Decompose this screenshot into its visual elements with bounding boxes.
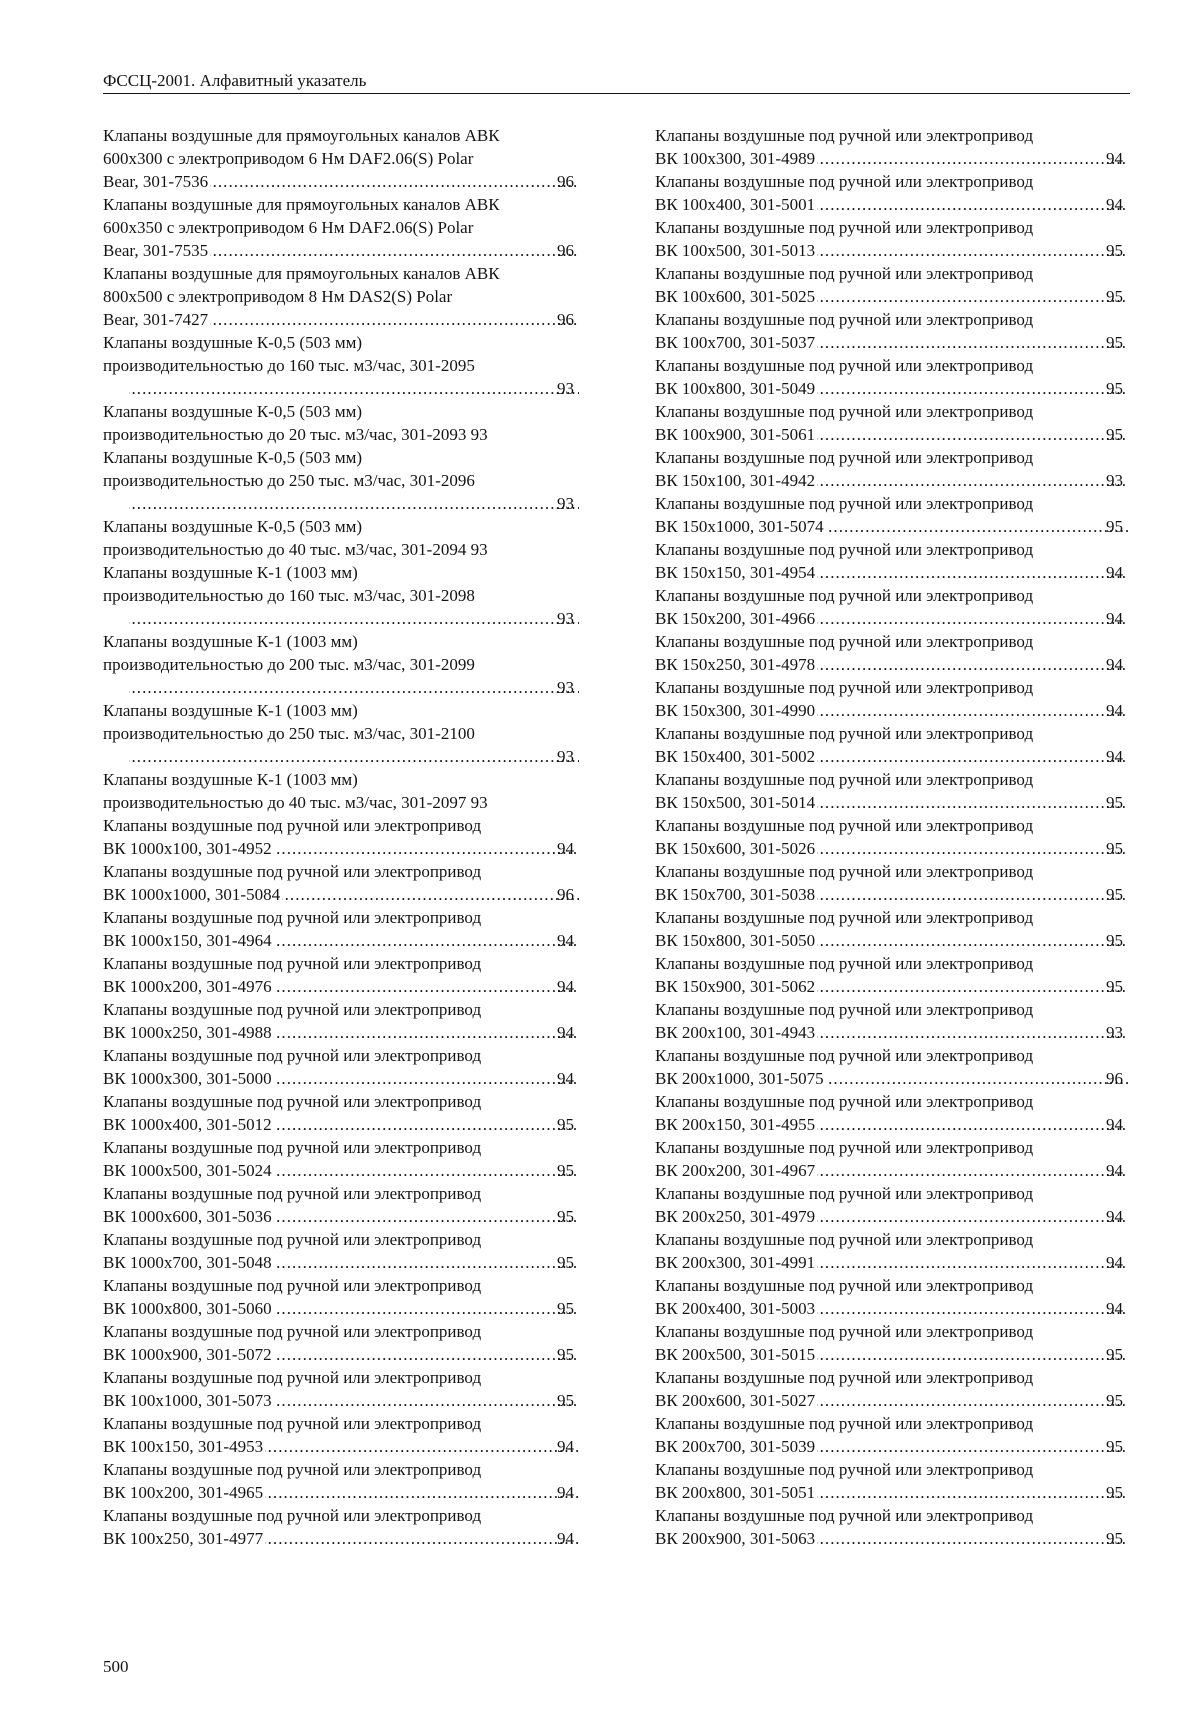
index-entry: [655, 400, 1130, 446]
index-entry-code: ВК 150х600, 301-5026: [655, 839, 816, 858]
index-entry-leader-line: ВК 200х1000, 301-5075 . . . 96: [679, 1067, 1130, 1090]
index-entry: [655, 446, 1130, 492]
index-entry: [655, 1458, 1130, 1504]
dot-leader: [274, 1343, 579, 1366]
index-entry-text: Клапаны воздушные под ручной или электропривод: [103, 1138, 482, 1157]
index-entry: [655, 1044, 1130, 1090]
index-entry: [103, 1274, 581, 1320]
index-entry-leader-line: ВК 150х400, 301-5002 . . . 94: [679, 745, 1130, 768]
index-entry-text: Клапаны воздушные под ручной или электропривод: [655, 540, 1034, 559]
index-entry-text: Клапаны воздушные под ручной или электропривод: [103, 1322, 482, 1341]
index-entry-leader-line: Bear, 301-7427 . . . 96: [127, 308, 581, 331]
index-entry: [655, 262, 1130, 308]
index-entry-text: Клапаны воздушные для прямоугольных каналов АВК: [103, 264, 500, 283]
page-number: 500: [103, 1657, 129, 1676]
index-entry-code: ВК 150х800, 301-5050: [655, 931, 816, 950]
dot-leader: [817, 1021, 1128, 1044]
dot-leader: [265, 1435, 579, 1458]
index-entry-text: Клапаны воздушные К-1 (1003 мм): [103, 563, 358, 582]
index-entry-text: Клапаны воздушные под ручной или электропривод: [103, 1276, 482, 1295]
dot-leader: [817, 147, 1128, 170]
index-entry-text: Клапаны воздушные под ручной или электропривод: [655, 954, 1034, 973]
dot-leader: [826, 1067, 1128, 1090]
index-entry-code: ВК 1000х900, 301-5072: [103, 1345, 272, 1364]
index-entry-leader-line: ВК 150х800, 301-5050 . . . 95: [679, 929, 1130, 952]
index-entry-text: Клапаны воздушные под ручной или электропривод: [655, 494, 1034, 513]
index-entry-leader-line: ВК 1000х1000, 301-5084 . . . 96: [127, 883, 581, 906]
dot-leader: [274, 1251, 579, 1274]
index-entry-leader-line: . . . 93: [127, 745, 581, 768]
index-entry-text: Клапаны воздушные под ручной или электропривод: [103, 816, 482, 835]
index-entry: [103, 860, 581, 906]
index-entry-code: ВК 1000х400, 301-5012: [103, 1115, 272, 1134]
index-entry-leader-line: ВК 1000х150, 301-4964 . . . 94: [127, 929, 581, 952]
dot-leader: [274, 1067, 579, 1090]
index-entry-leader-line: ВК 150х500, 301-5014 . . . 95: [679, 791, 1130, 814]
index-entry-text: Клапаны воздушные под ручной или электропривод: [655, 356, 1034, 375]
index-entry-text: Клапаны воздушные под ручной или электропривод: [655, 632, 1034, 651]
dot-leader: [210, 239, 579, 262]
index-entry-code: Bear, 301-7536: [103, 172, 209, 191]
dot-leader: [817, 1159, 1128, 1182]
index-entry: [103, 952, 581, 998]
index-entry-text: Клапаны воздушные под ручной или электропривод: [103, 954, 482, 973]
index-entry-code: ВК 200х900, 301-5063: [655, 1529, 816, 1548]
index-entry: [655, 492, 1130, 538]
index-entry-code: ВК 200х1000, 301-5075: [655, 1069, 824, 1088]
index-entry-leader-line: Bear, 301-7536 . . . 96: [127, 170, 581, 193]
index-entry: [655, 124, 1130, 170]
index-entry: [655, 1182, 1130, 1228]
index-entry-code: ВК 100х500, 301-5013: [655, 241, 816, 260]
dot-leader: [826, 515, 1128, 538]
dot-leader: [817, 1435, 1128, 1458]
index-entry-leader-line: ВК 200х700, 301-5039 . . . 95: [679, 1435, 1130, 1458]
index-entry-text: Клапаны воздушные под ручной или электропривод: [655, 1506, 1034, 1525]
index-entry-text: Клапаны воздушные под ручной или электропривод: [103, 1368, 482, 1387]
index-entry-text: Клапаны воздушные под ручной или электропривод: [103, 1046, 482, 1065]
index-entry: [103, 768, 581, 814]
dot-leader: [129, 377, 579, 400]
index-entry-code: ВК 1000х150, 301-4964: [103, 931, 272, 950]
index-entry: [655, 1412, 1130, 1458]
index-entry-leader-line: ВК 150х150, 301-4954 . . . 94: [679, 561, 1130, 584]
index-entry-text: Клапаны воздушные под ручной или электропривод: [103, 1230, 482, 1249]
index-entry-code: ВК 150х400, 301-5002: [655, 747, 816, 766]
index-entry-code: ВК 1000х250, 301-4988: [103, 1023, 272, 1042]
dot-leader: [274, 1297, 579, 1320]
dot-leader: [817, 285, 1128, 308]
dot-leader: [817, 331, 1128, 354]
index-entry-leader-line: ВК 200х300, 301-4991 . . . 94: [679, 1251, 1130, 1274]
dot-leader: [817, 377, 1128, 400]
index-entry-code: ВК 150х250, 301-4978: [655, 655, 816, 674]
index-entry-leader-line: ВК 200х150, 301-4955 . . . 94: [679, 1113, 1130, 1136]
dot-leader: [817, 1113, 1128, 1136]
index-entry: [103, 400, 581, 446]
index-entry-text: Клапаны воздушные под ручной или электропривод: [655, 816, 1034, 835]
dot-leader: [817, 1389, 1128, 1412]
index-entry-text: Клапаны воздушные под ручной или электропривод: [655, 1000, 1034, 1019]
index-entry-leader-line: ВК 100х600, 301-5025 . . . 95: [679, 285, 1130, 308]
index-entry-text: производительностью до 160 тыс. м3/час, 301-2098: [103, 586, 475, 605]
running-header: [103, 70, 1130, 94]
index-entry: [655, 768, 1130, 814]
index-entry-code: ВК 200х300, 301-4991: [655, 1253, 816, 1272]
index-entry-code: Bear, 301-7427: [103, 310, 209, 329]
index-entry-leader-line: ВК 200х250, 301-4979 . . . 94: [679, 1205, 1130, 1228]
index-entry-text: Клапаны воздушные под ручной или электропривод: [655, 586, 1034, 605]
index-entry-leader-line: ВК 150х250, 301-4978 . . . 94: [679, 653, 1130, 676]
dot-leader: [817, 745, 1128, 768]
index-entry-text: производительностью до 160 тыс. м3/час, 301-2095: [103, 356, 475, 375]
index-entry-leader-line: ВК 200х600, 301-5027 . . . 95: [679, 1389, 1130, 1412]
index-entry-text: Клапаны воздушные под ручной или электропривод: [655, 1184, 1034, 1203]
index-entry-leader-line: ВК 100х200, 301-4965 . . . 94: [127, 1481, 581, 1504]
index-entry-text: Клапаны воздушные под ручной или электропривод: [655, 1092, 1034, 1111]
dot-leader: [817, 561, 1128, 584]
index-entry-text: 600х350 с электроприводом 6 Нм DAF2.06(S) Polar: [103, 218, 474, 237]
index-entry-text: Клапаны воздушные под ручной или электропривод: [655, 172, 1034, 191]
index-entry-text: Клапаны воздушные под ручной или электропривод: [655, 1138, 1034, 1157]
index-entry: [103, 1504, 581, 1550]
index-entry-code: ВК 200х700, 301-5039: [655, 1437, 816, 1456]
dot-leader: [817, 469, 1128, 492]
index-entry-leader-line: ВК 100х900, 301-5061 . . . 95: [679, 423, 1130, 446]
dot-leader: [274, 1021, 579, 1044]
index-entry: [103, 1090, 581, 1136]
dot-leader: [274, 837, 579, 860]
index-entry-leader-line: ВК 150х200, 301-4966 . . . 94: [679, 607, 1130, 630]
dot-leader: [817, 653, 1128, 676]
dot-leader: [274, 1159, 579, 1182]
index-entry-code: ВК 100х1000, 301-5073: [103, 1391, 272, 1410]
index-entry: [103, 1136, 581, 1182]
index-entry-leader-line: ВК 1000х250, 301-4988 . . . 94: [127, 1021, 581, 1044]
index-entry-text: Клапаны воздушные под ручной или электропривод: [655, 908, 1034, 927]
dot-leader: [265, 1481, 579, 1504]
index-entry-text: Клапаны воздушные К-0,5 (503 мм): [103, 448, 363, 467]
dot-leader: [817, 699, 1128, 722]
index-entry-leader-line: ВК 100х300, 301-4989 . . . 94: [679, 147, 1130, 170]
index-entry-text: Клапаны воздушные под ручной или электропривод: [655, 862, 1034, 881]
index-entry-text: Клапаны воздушные под ручной или электропривод: [103, 1092, 482, 1111]
index-entry-text: Клапаны воздушные под ручной или электропривод: [655, 770, 1034, 789]
index-entry: [655, 1090, 1130, 1136]
index-entry-text: Клапаны воздушные под ручной или электропривод: [655, 678, 1034, 697]
index-entry-text: Клапаны воздушные К-0,5 (503 мм): [103, 517, 363, 536]
index-entry-leader-line: ВК 100х150, 301-4953 . . . 94: [127, 1435, 581, 1458]
index-entry: [655, 952, 1130, 998]
index-entry: [655, 814, 1130, 860]
index-entry: [655, 354, 1130, 400]
index-entry-text: Клапаны воздушные под ручной или электропривод: [655, 1322, 1034, 1341]
dot-leader: [282, 883, 579, 906]
dot-leader: [817, 837, 1128, 860]
index-entry-code: ВК 150х700, 301-5038: [655, 885, 816, 904]
index-column-left: [103, 124, 581, 1550]
index-entry: [655, 308, 1130, 354]
index-entry-leader-line: ВК 1000х100, 301-4952 . . . 94: [127, 837, 581, 860]
dot-leader: [129, 607, 579, 630]
dot-leader: [817, 193, 1128, 216]
index-entry-code: ВК 1000х800, 301-5060: [103, 1299, 272, 1318]
index-entry-leader-line: Bear, 301-7535 . . . 96: [127, 239, 581, 262]
index-entry-text: Клапаны воздушные под ручной или электропривод: [103, 1506, 482, 1525]
index-entry-code: ВК 150х300, 301-4990: [655, 701, 816, 720]
index-entry-code: ВК 1000х600, 301-5036: [103, 1207, 272, 1226]
dot-leader: [817, 1527, 1128, 1550]
index-entry-text: производительностью до 40 тыс. м3/час, 301-2097 93: [103, 793, 488, 812]
index-entry-text: производительностью до 250 тыс. м3/час, 301-2096: [103, 471, 475, 490]
index-entry-text: Клапаны воздушные под ручной или электропривод: [103, 908, 482, 927]
index-entry-leader-line: ВК 200х200, 301-4967 . . . 94: [679, 1159, 1130, 1182]
index-entry: [103, 1320, 581, 1366]
index-entry-code: ВК 1000х300, 301-5000: [103, 1069, 272, 1088]
index-entry: [103, 998, 581, 1044]
dot-leader: [129, 676, 579, 699]
index-entry: [655, 722, 1130, 768]
dot-leader: [817, 607, 1128, 630]
index-entry-leader-line: ВК 1000х600, 301-5036 . . . 95: [127, 1205, 581, 1228]
index-entry-leader-line: ВК 150х1000, 301-5074 . . . 95: [679, 515, 1130, 538]
index-entry-leader-line: ВК 200х400, 301-5003 . . . 94: [679, 1297, 1130, 1320]
index-entry-code: ВК 200х250, 301-4979: [655, 1207, 816, 1226]
index-entry-text: 600х300 с электроприводом 6 Нм DAF2.06(S) Polar: [103, 149, 474, 168]
index-entry-code: ВК 1000х700, 301-5048: [103, 1253, 272, 1272]
index-entry-leader-line: ВК 1000х800, 301-5060 . . . 95: [127, 1297, 581, 1320]
index-entry: [103, 331, 581, 400]
index-entry: [655, 216, 1130, 262]
dot-leader: [817, 239, 1128, 262]
index-entry: [103, 1182, 581, 1228]
index-entry-code: ВК 100х600, 301-5025: [655, 287, 816, 306]
index-entry-text: Клапаны воздушные К-1 (1003 мм): [103, 701, 358, 720]
dot-leader: [274, 1389, 579, 1412]
index-entry-code: ВК 200х600, 301-5027: [655, 1391, 816, 1410]
index-entry: [103, 1044, 581, 1090]
index-entry: [655, 998, 1130, 1044]
index-entry: [655, 630, 1130, 676]
dot-leader: [210, 308, 579, 331]
index-entry-code: Bear, 301-7535: [103, 241, 209, 260]
index-entry-leader-line: ВК 100х500, 301-5013 . . . 95: [679, 239, 1130, 262]
index-entry-text: производительностью до 40 тыс. м3/час, 301-2094 93: [103, 540, 488, 559]
index-entry-leader-line: ВК 1000х400, 301-5012 . . . 95: [127, 1113, 581, 1136]
index-entry-code: ВК 1000х500, 301-5024: [103, 1161, 272, 1180]
index-entry: [103, 699, 581, 768]
index-entry-code: ВК 100х200, 301-4965: [103, 1483, 264, 1502]
index-entry-code: ВК 200х800, 301-5051: [655, 1483, 816, 1502]
index-entry-text: Клапаны воздушные под ручной или электропривод: [655, 1368, 1034, 1387]
index-entry-leader-line: ВК 100х700, 301-5037 . . . 95: [679, 331, 1130, 354]
index-entry-code: ВК 1000х1000, 301-5084: [103, 885, 281, 904]
index-entry: [655, 1274, 1130, 1320]
index-entry-code: ВК 100х300, 301-4989: [655, 149, 816, 168]
index-entry-text: Клапаны воздушные под ручной или электропривод: [655, 1460, 1034, 1479]
index-entry-leader-line: ВК 100х1000, 301-5073 . . . 95: [127, 1389, 581, 1412]
index-entry-text: Клапаны воздушные под ручной или электропривод: [103, 862, 482, 881]
index-entry-text: Клапаны воздушные под ручной или электропривод: [103, 1414, 482, 1433]
index-entry: [655, 676, 1130, 722]
index-entry-text: производительностью до 250 тыс. м3/час, 301-2100: [103, 724, 475, 743]
index-entry-text: Клапаны воздушные под ручной или электропривод: [103, 1000, 482, 1019]
dot-leader: [265, 1527, 579, 1550]
index-entry-text: Клапаны воздушные К-1 (1003 мм): [103, 632, 358, 651]
index-entry-code: ВК 1000х200, 301-4976: [103, 977, 272, 996]
index-entry-code: ВК 200х200, 301-4967: [655, 1161, 816, 1180]
index-entry-leader-line: ВК 100х250, 301-4977 . . . 94: [127, 1527, 581, 1550]
dot-leader: [817, 883, 1128, 906]
dot-leader: [817, 1251, 1128, 1274]
index-entry-code: ВК 150х200, 301-4966: [655, 609, 816, 628]
index-entry-leader-line: ВК 1000х200, 301-4976 . . . 94: [127, 975, 581, 998]
index-entry-leader-line: ВК 200х100, 301-4943 . . . 93: [679, 1021, 1130, 1044]
index-entry-leader-line: ВК 1000х300, 301-5000 . . . 94: [127, 1067, 581, 1090]
index-entry: [655, 1228, 1130, 1274]
index-entry-text: Клапаны воздушные под ручной или электропривод: [103, 1460, 482, 1479]
dot-leader: [817, 791, 1128, 814]
index-entry-code: ВК 200х100, 301-4943: [655, 1023, 816, 1042]
index-entry: [103, 446, 581, 515]
index-column-right: [655, 124, 1130, 1550]
index-entry-leader-line: ВК 1000х500, 301-5024 . . . 95: [127, 1159, 581, 1182]
index-entry-code: ВК 100х700, 301-5037: [655, 333, 816, 352]
index-entry: [103, 515, 581, 561]
index-entry-leader-line: ВК 150х700, 301-5038 . . . 95: [679, 883, 1130, 906]
index-entry-code: ВК 200х500, 301-5015: [655, 1345, 816, 1364]
dot-leader: [274, 929, 579, 952]
index-entry: [655, 1320, 1130, 1366]
index-entry-code: ВК 200х400, 301-5003: [655, 1299, 816, 1318]
index-entry: [103, 193, 581, 262]
index-entry-text: Клапаны воздушные под ручной или электропривод: [655, 1046, 1034, 1065]
index-entry-code: ВК 100х800, 301-5049: [655, 379, 816, 398]
index-entry: [655, 860, 1130, 906]
index-entry: [655, 906, 1130, 952]
index-entry-text: 800х500 с электроприводом 8 Нм DAS2(S) Polar: [103, 287, 453, 306]
dot-leader: [817, 1297, 1128, 1320]
dot-leader: [817, 975, 1128, 998]
index-entry-text: Клапаны воздушные К-1 (1003 мм): [103, 770, 358, 789]
index-entry-code: ВК 150х150, 301-4954: [655, 563, 816, 582]
index-entry-leader-line: ВК 150х300, 301-4990 . . . 94: [679, 699, 1130, 722]
index-entry-leader-line: ВК 200х900, 301-5063 . . . 95: [679, 1527, 1130, 1550]
index-entry: [103, 124, 581, 193]
index-entry-code: ВК 150х900, 301-5062: [655, 977, 816, 996]
index-entry: [655, 170, 1130, 216]
index-entry: [103, 1366, 581, 1412]
index-entry-text: Клапаны воздушные под ручной или электропривод: [655, 724, 1034, 743]
index-entry-leader-line: ВК 150х100, 301-4942 . . . 93: [679, 469, 1130, 492]
index-entry-text: Клапаны воздушные К-0,5 (503 мм): [103, 402, 363, 421]
index-entry-code: ВК 100х900, 301-5061: [655, 425, 816, 444]
index-entry-text: Клапаны воздушные под ручной или электропривод: [655, 402, 1034, 421]
index-entry-leader-line: . . . 93: [127, 492, 581, 515]
index-entry: [655, 1366, 1130, 1412]
index-entry-text: Клапаны воздушные для прямоугольных каналов АВК: [103, 126, 500, 145]
index-entry-leader-line: ВК 200х800, 301-5051 . . . 95: [679, 1481, 1130, 1504]
index-entry-leader-line: ВК 1000х900, 301-5072 . . . 95: [127, 1343, 581, 1366]
index-entry: [103, 814, 581, 860]
index-entry-text: Клапаны воздушные под ручной или электропривод: [655, 448, 1034, 467]
index-entry-code: ВК 100х400, 301-5001: [655, 195, 816, 214]
index-entry-leader-line: ВК 150х600, 301-5026 . . . 95: [679, 837, 1130, 860]
index-entry: [655, 584, 1130, 630]
index-entry: [103, 1458, 581, 1504]
index-entry-leader-line: ВК 1000х700, 301-5048 . . . 95: [127, 1251, 581, 1274]
index-entry-text: Клапаны воздушные К-0,5 (503 мм): [103, 333, 363, 352]
index-entry-leader-line: ВК 150х900, 301-5062 . . . 95: [679, 975, 1130, 998]
header-title: ФССЦ-2001. Алфавитный указатель: [103, 71, 367, 90]
index-entry-code: ВК 100х150, 301-4953: [103, 1437, 264, 1456]
index-entry-text: Клапаны воздушные под ручной или электропривод: [655, 1276, 1034, 1295]
index-entry: [103, 906, 581, 952]
index-entry: [655, 538, 1130, 584]
index-entry-code: ВК 100х250, 301-4977: [103, 1529, 264, 1548]
index-entry-leader-line: ВК 100х400, 301-5001 . . . 94: [679, 193, 1130, 216]
index-entry-text: Клапаны воздушные под ручной или электропривод: [103, 1184, 482, 1203]
index-entry-text: производительностью до 20 тыс. м3/час, 301-2093 93: [103, 425, 488, 444]
index-entry-text: Клапаны воздушные под ручной или электропривод: [655, 126, 1034, 145]
dot-leader: [210, 170, 579, 193]
index-entry-code: ВК 150х100, 301-4942: [655, 471, 816, 490]
dot-leader: [274, 1205, 579, 1228]
index-entry-leader-line: . . . 93: [127, 607, 581, 630]
dot-leader: [129, 492, 579, 515]
dot-leader: [817, 423, 1128, 446]
dot-leader: [817, 1481, 1128, 1504]
index-entry-text: производительностью до 200 тыс. м3/час, 301-2099: [103, 655, 475, 674]
index-entry: [103, 262, 581, 331]
index-entry: [103, 1412, 581, 1458]
index-entry-text: Клапаны воздушные под ручной или электропривод: [655, 264, 1034, 283]
index-entry: [103, 561, 581, 630]
index-entry-text: Клапаны воздушные под ручной или электропривод: [655, 1414, 1034, 1433]
index-entry-text: Клапаны воздушные для прямоугольных каналов АВК: [103, 195, 500, 214]
index-entry-code: ВК 150х1000, 301-5074: [655, 517, 824, 536]
index-entry-code: ВК 150х500, 301-5014: [655, 793, 816, 812]
index-entry-leader-line: . . . 93: [127, 377, 581, 400]
dot-leader: [817, 1205, 1128, 1228]
index-entry: [103, 1228, 581, 1274]
index-entry: [655, 1504, 1130, 1550]
dot-leader: [274, 1113, 579, 1136]
index-entry-leader-line: ВК 200х500, 301-5015 . . . 95: [679, 1343, 1130, 1366]
dot-leader: [817, 1343, 1128, 1366]
index-entry-code: ВК 1000х100, 301-4952: [103, 839, 272, 858]
index-entry-text: Клапаны воздушные под ручной или электропривод: [655, 218, 1034, 237]
index-entry: [103, 630, 581, 699]
dot-leader: [817, 929, 1128, 952]
index-entry-leader-line: ВК 100х800, 301-5049 . . . 95: [679, 377, 1130, 400]
dot-leader: [274, 975, 579, 998]
index-entry-text: Клапаны воздушные под ручной или электропривод: [655, 1230, 1034, 1249]
index-entry-leader-line: . . . 93: [127, 676, 581, 699]
index-entry-code: ВК 200х150, 301-4955: [655, 1115, 816, 1134]
index-entry-text: Клапаны воздушные под ручной или электропривод: [655, 310, 1034, 329]
dot-leader: [129, 745, 579, 768]
index-entry: [655, 1136, 1130, 1182]
